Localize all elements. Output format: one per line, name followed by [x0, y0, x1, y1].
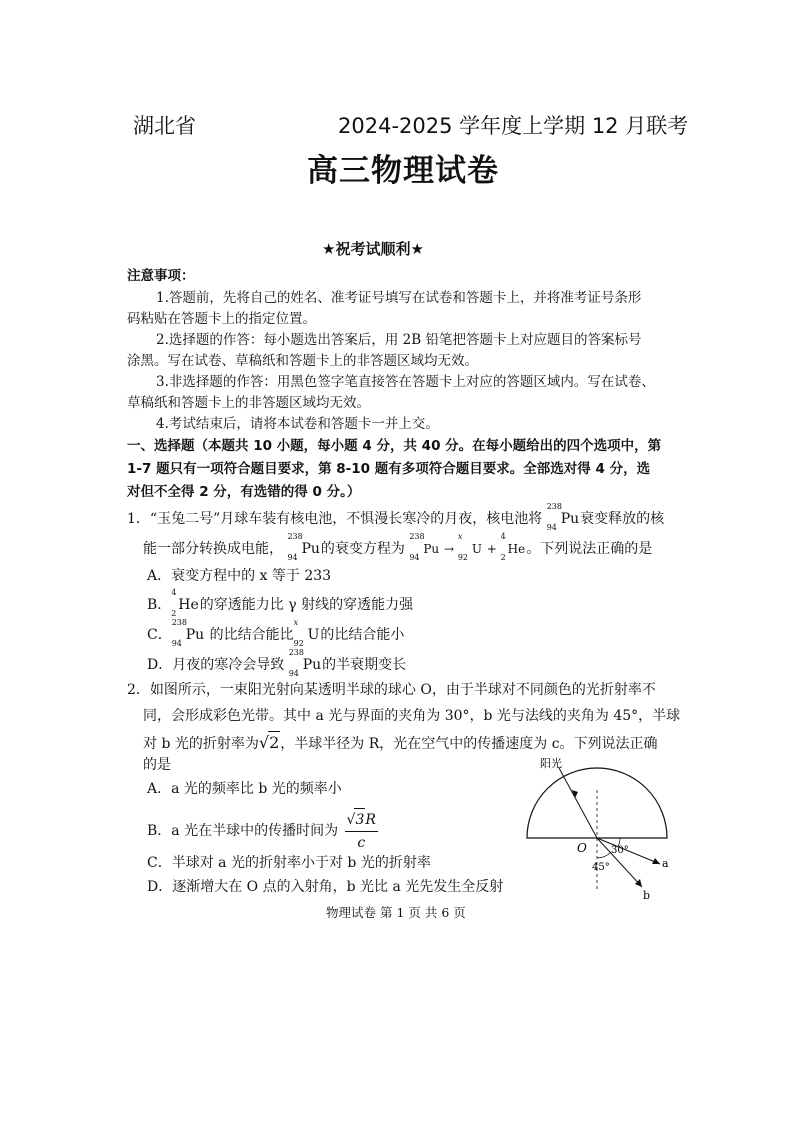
- question-2-stem: 的是: [143, 757, 171, 773]
- stem-text: 1．“玉兔二号”月球车装有核电池，不惧漫长寒冷的月夜，核电池将: [127, 511, 543, 527]
- question-2-stem: 同，会形成彩色光带。其中 a 光与界面的夹角为 30°，b 光与法线的夹角为 45°，半球: [143, 708, 681, 724]
- stem-text: 衰变释放的核: [580, 511, 665, 527]
- option-text: 的穿透能力比 γ 射线的穿透能力强: [199, 597, 414, 613]
- option-2a: A．a 光的频率比 b 光的频率小: [147, 781, 342, 797]
- option-text: B．a 光在半球中的传播时间为: [147, 823, 339, 839]
- notice-line: 涂黑。写在试卷、草稿纸和答题卡上的非答题区域均无效。: [127, 353, 478, 369]
- section-heading: 对但不全得 2 分，有选错的得 0 分。）: [127, 484, 361, 500]
- option-text: 的比结合能小: [320, 627, 405, 643]
- notice-line: 2.选择题的作答：每小题选出答案后，用 2B 铅笔把答题卡上对应题目的答案标号: [156, 332, 642, 348]
- option-text: 的比结合能比: [209, 627, 294, 643]
- option-letter: C．: [147, 627, 172, 643]
- sunlight-label: 阳光: [540, 757, 562, 770]
- stem-text: 的衰变方程为: [320, 541, 405, 557]
- center-o-label: O: [577, 841, 587, 855]
- option-2d: D．逐渐增大在 O 点的入射角，b 光比 a 光先发生全反射: [147, 879, 504, 895]
- notice-line: 4.考试结束后，请将本试卷和答题卡一并上交。: [156, 416, 439, 432]
- angle-30-label: 30°: [611, 845, 629, 856]
- angle-45-label: 45°: [592, 862, 610, 873]
- nuclide-he4: 4 2 He: [171, 588, 199, 618]
- option-2b: [147, 808, 378, 854]
- ray-a-label: a: [662, 857, 669, 870]
- stem-text: 能一部分转换成电能，: [143, 541, 283, 557]
- option-1c: [147, 618, 405, 648]
- notice-heading: 注意事项：: [127, 268, 195, 284]
- option-text: 的半衰期变长: [322, 657, 407, 673]
- stem-text: 对 b 光的折射率为: [143, 736, 259, 752]
- nuclide-pu238: 238 94 Pu: [171, 618, 205, 648]
- section-heading: 一、选择题（本题共 10 小题，每小题 4 分，共 40 分。在每小题给出的四个选项中，第: [127, 438, 662, 454]
- section-heading: 1-7 题只有一项符合题目要求，第 8-10 题有多项符合题目要求。全部选对得 4 分，选: [127, 461, 651, 477]
- hemisphere-diagram: [515, 752, 675, 902]
- blessing-text: ★祝考试顺利★: [322, 240, 424, 258]
- province-label: 湖北省: [133, 114, 196, 138]
- nuclide-u: x 92 U: [293, 618, 320, 648]
- stem-text: 。下列说法正确的是: [526, 541, 653, 557]
- nuclide-pu238: 238 94 Pu: [288, 648, 322, 678]
- time-fraction: $\frac{√3R}{c}$: [345, 808, 378, 854]
- option-1d: [147, 648, 407, 678]
- incident-ray: [559, 768, 597, 838]
- option-text: D．月夜的寒冷会导致: [147, 657, 285, 673]
- decay-equation: 238 94 Pu → x 92 U + 4 2 He: [409, 532, 526, 562]
- page-title: 高三物理试卷: [307, 153, 499, 189]
- exam-name: 2024-2025 学年度上学期 12 月联考: [338, 114, 689, 138]
- notice-line: 1.答题前，先将自己的姓名、准考证号填写在试卷和答题卡上，并将准考证号条形: [156, 290, 642, 306]
- question-2-stem: 2．如图所示，一束阳光射向某透明半球的球心 O，由于半球对不同颜色的光折射率不: [127, 682, 656, 698]
- option-1a: A．衰变方程中的 x 等于 233: [147, 568, 332, 584]
- question-1-stem: [127, 502, 665, 532]
- option-2c: C．半球对 a 光的折射率小于对 b 光的折射率: [147, 855, 431, 871]
- option-1b: [147, 588, 414, 618]
- notice-line: 码粘贴在答题卡上的指定位置。: [127, 311, 316, 327]
- nuclide-pu238: 238 94 Pu: [546, 502, 580, 532]
- stem-text: ，半球半径为 R，光在空气中的传播速度为 c。下列说法正确: [280, 736, 658, 752]
- nuclide-pu238: 238 94 Pu: [287, 532, 320, 562]
- ray-b-label: b: [643, 889, 651, 902]
- notice-line: 草稿纸和答题卡上的非答题区域均无效。: [127, 395, 370, 411]
- notice-line: 3.非选择题的作答：用黑色签字笔直接答在答题卡上对应的答题区域内。写在试卷、: [156, 374, 655, 390]
- sqrt2-expression: √2: [258, 733, 280, 752]
- angle-arc-45: [597, 852, 611, 858]
- question-1-stem: [143, 532, 653, 562]
- page-footer: 物理试卷 第 1 页 共 6 页: [326, 905, 466, 920]
- option-letter: B．: [147, 597, 172, 613]
